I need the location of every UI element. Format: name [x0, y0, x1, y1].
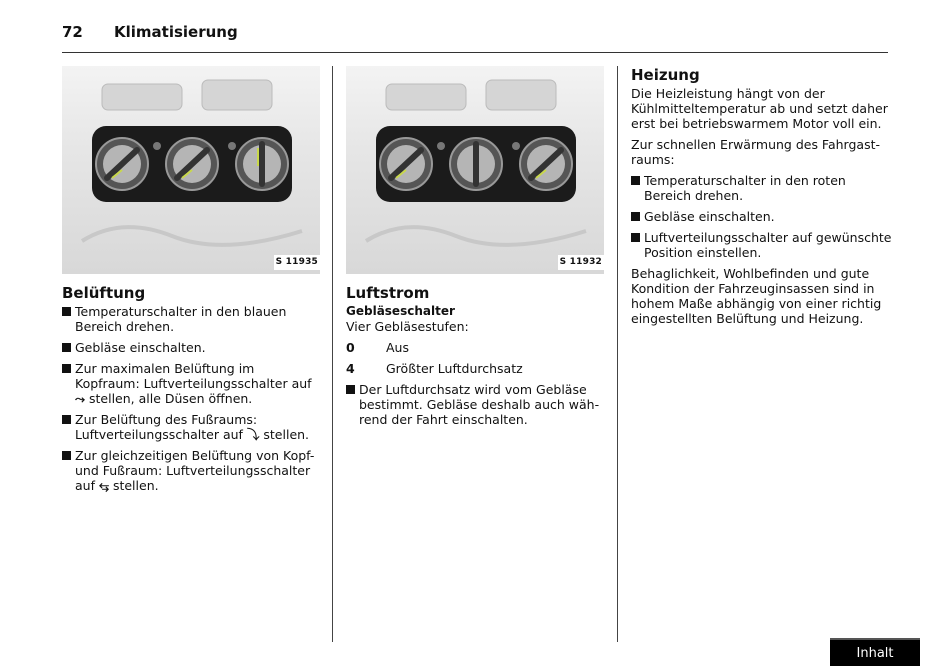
page-header [62, 22, 888, 53]
stage-label: Größter Luftdurchsatz [386, 361, 523, 376]
bullet-square-icon [631, 212, 640, 221]
paragraph: Zur schnellen Erwärmung des Fahrgastraums: [631, 137, 880, 167]
vent-head-foot-icon: ⥃ [98, 478, 109, 493]
control-panel-photo [62, 66, 320, 274]
list-item-text: Der Luftdurchsatz wird vom Gebläse bestimmt. Gebläse deshalb auch während der Fahrt einschalten. [359, 382, 600, 427]
photo-code: S 11932 [558, 255, 604, 270]
bullet-square-icon [631, 233, 640, 242]
list-item [631, 230, 893, 260]
list-item [62, 412, 320, 442]
list-item-text: Temperaturschalter in den roten Bereich drehen. [644, 173, 846, 203]
list-item [631, 173, 893, 203]
bullet-square-icon [62, 451, 71, 460]
list-item [62, 304, 320, 334]
list-item-text: Gebläse einschalten. [644, 209, 775, 224]
paragraph: Die Heizleistung hängt von der Kühlmitteltemperatur ab und setzt daher erst bei betriebswarmem Motor voll ein. [631, 86, 888, 131]
bullet-square-icon [62, 343, 71, 352]
bullet-list [62, 304, 320, 493]
stage-number: 0 [346, 340, 355, 355]
stage-label: Aus [386, 340, 409, 355]
column-luftstrom [346, 66, 604, 433]
stage-number: 4 [346, 361, 355, 376]
section-subtitle: Gebläseschalter [346, 304, 455, 318]
vent-foot-icon: ⤵ [246, 427, 260, 442]
intro-text: Vier Gebläsestufen: [346, 319, 469, 334]
section-title: Heizung [631, 66, 700, 84]
bullet-list [346, 382, 604, 427]
fan-stage-row [346, 361, 604, 376]
list-item-text: Zur maximalen Belüftung im Kopfraum: Luftverteilungsschalter auf [75, 361, 312, 391]
list-item-text: stellen. [259, 427, 310, 442]
control-panel-illustration [62, 66, 320, 274]
paragraph: Behaglichkeit, Wohlbefinden und gute Kondition der Fahrzeuginsassen sind in hohem Maße abhängig von einer richtig eingestellten Belüftung und Heizung. [631, 266, 882, 326]
list-item-text: Zur gleichzeitigen Belüftung von Kopf- und Fußraum: Luftverteilungsschalter auf [75, 448, 315, 493]
list-item-text: Gebläse einschalten. [75, 340, 206, 355]
list-item [62, 448, 320, 493]
vent-head-icon: ⤳ [75, 391, 86, 406]
bullet-square-icon [631, 176, 640, 185]
list-item [62, 340, 320, 355]
inhalt-button[interactable]: Inhalt [830, 638, 920, 666]
list-item-text: Temperaturschalter in den blauen Bereich drehen. [75, 304, 287, 334]
bullet-square-icon [62, 415, 71, 424]
page-title: Klimatisierung [114, 23, 238, 41]
section-title: Luftstrom [346, 284, 430, 302]
list-item-text: stellen. [108, 478, 159, 493]
control-panel-photo [346, 66, 604, 274]
bullet-square-icon [62, 364, 71, 373]
bullet-square-icon [346, 385, 355, 394]
section-title: Belüftung [62, 284, 146, 302]
photo-code: S 11935 [274, 255, 320, 270]
list-item-text: Zur Belüftung des Fußraums: Luftverteilungsschalter auf [75, 412, 258, 442]
page-number: 72 [62, 23, 83, 41]
bullet-square-icon [62, 307, 71, 316]
fan-stage-row [346, 340, 604, 355]
list-item [62, 361, 320, 406]
column-belueftung [62, 66, 320, 499]
list-item-text: stellen, alle Düsen öffnen. [85, 391, 253, 406]
control-panel-illustration [346, 66, 604, 274]
column-heizung [631, 66, 893, 332]
column-divider [617, 66, 618, 642]
column-divider [332, 66, 333, 642]
list-item [346, 382, 604, 427]
list-item-text: Luftverteilungsschalter auf gewünschte Position einstellen. [644, 230, 892, 260]
list-item [631, 209, 893, 224]
bullet-list [631, 173, 893, 260]
